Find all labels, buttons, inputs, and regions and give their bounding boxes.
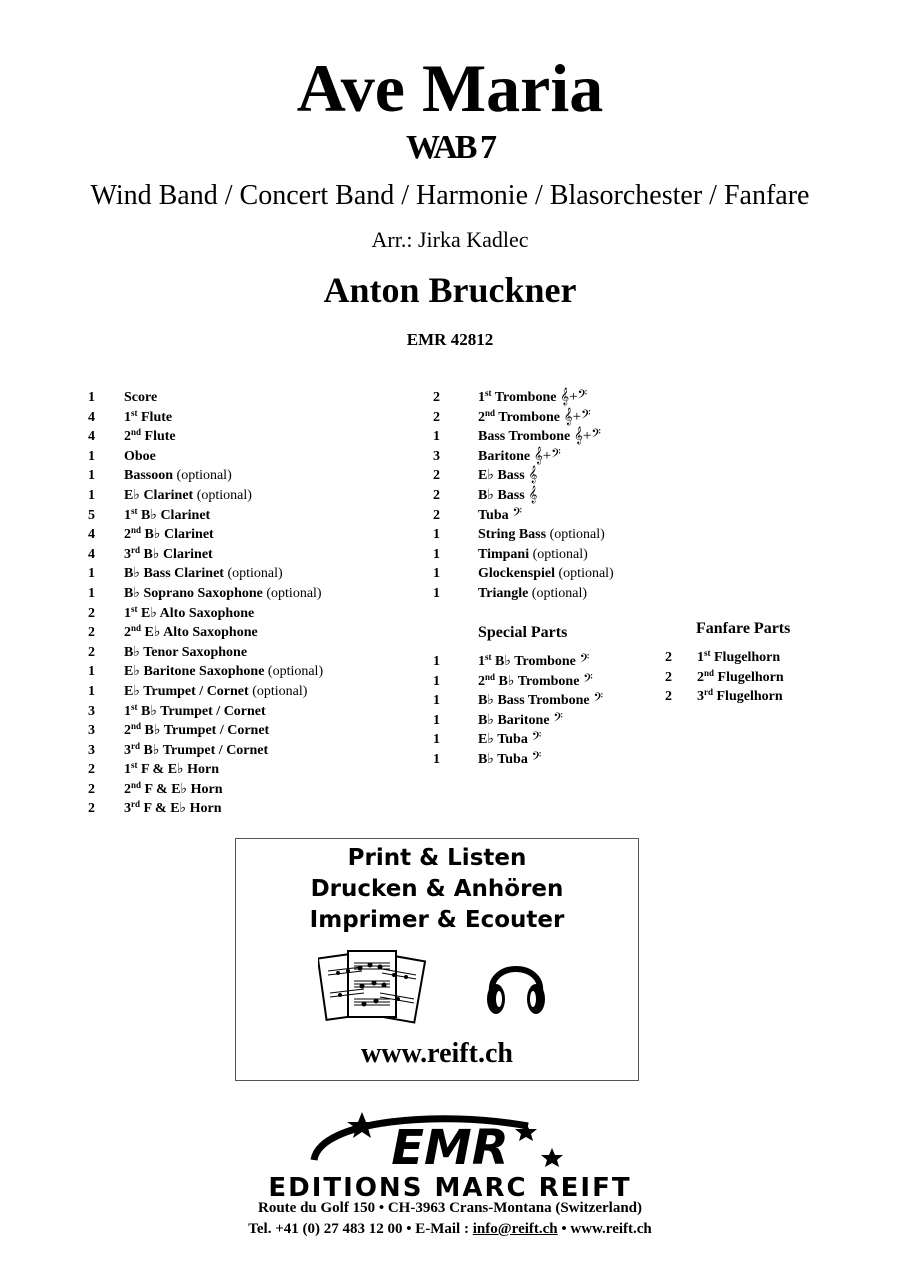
publisher-contact xyxy=(0,1219,900,1239)
part-name: 1st Flute xyxy=(124,407,173,425)
part-name: 2nd Flute xyxy=(124,427,176,445)
part-name: 2nd Trombone 𝄞+𝄢 xyxy=(478,407,591,425)
part-name: 1st F & E♭ Horn xyxy=(124,760,220,778)
part-name: Oboe xyxy=(124,448,156,464)
part-name: String Bass (optional) xyxy=(478,527,605,543)
part-name: Glockenspiel (optional) xyxy=(478,566,614,582)
promo-line-en: Print & Listen xyxy=(347,845,527,871)
part-row xyxy=(88,682,408,702)
part-row xyxy=(433,750,663,770)
part-quantity: 1 xyxy=(433,693,440,709)
part-name: 2nd B♭ Trombone 𝄢 xyxy=(478,671,593,689)
part-quantity: 4 xyxy=(88,527,95,543)
part-row xyxy=(88,662,408,682)
part-row xyxy=(665,668,865,688)
part-quantity: 2 xyxy=(665,669,672,685)
part-row xyxy=(433,466,663,486)
part-name: Triangle (optional) xyxy=(478,585,588,601)
part-quantity: 1 xyxy=(88,448,95,464)
emr-logo xyxy=(300,1108,600,1176)
optional-note: (optional) xyxy=(248,683,308,699)
part-row xyxy=(88,545,408,565)
part-row xyxy=(88,408,408,428)
part-row xyxy=(433,427,663,447)
website-text: • www.reift.ch xyxy=(557,1221,652,1237)
part-quantity: 1 xyxy=(433,751,440,767)
clef-icon: 𝄢 xyxy=(589,692,604,709)
optional-note: (optional) xyxy=(262,585,322,601)
part-quantity: 2 xyxy=(88,644,95,660)
part-name: 2nd B♭ Trumpet / Cornet xyxy=(124,721,270,739)
part-quantity: 2 xyxy=(88,801,95,817)
part-name: Timpani (optional) xyxy=(478,546,588,562)
part-name: E♭ Baritone Saxophone (optional) xyxy=(124,664,324,680)
sheet-music-icon xyxy=(318,947,428,1033)
part-row xyxy=(433,652,663,672)
part-quantity: 1 xyxy=(88,468,95,484)
part-name: E♭ Tuba 𝄢 xyxy=(478,731,542,748)
part-row xyxy=(88,780,408,800)
parts-list-left xyxy=(88,388,408,819)
part-quantity: 4 xyxy=(88,409,95,425)
part-name: Bassoon (optional) xyxy=(124,468,232,484)
clef-icon: 𝄞+𝄢 xyxy=(559,408,591,425)
catalog-number: EMR 42812 xyxy=(406,330,494,349)
part-name: 2nd Flugelhorn xyxy=(697,667,784,685)
part-quantity: 1 xyxy=(88,683,95,699)
part-row xyxy=(88,564,408,584)
part-row xyxy=(433,388,663,408)
part-row xyxy=(433,525,663,545)
part-row xyxy=(88,525,408,545)
part-name: 1st E♭ Alto Saxophone xyxy=(124,603,255,621)
composer: Anton Bruckner xyxy=(323,270,577,310)
part-quantity: 1 xyxy=(433,673,440,689)
optional-note: (optional) xyxy=(528,585,588,601)
part-name: Tuba 𝄢 xyxy=(478,506,523,523)
part-name: Baritone 𝄞+𝄢 xyxy=(478,447,561,464)
part-name: B♭ Tenor Saxophone xyxy=(124,644,248,660)
part-row xyxy=(88,427,408,447)
email-link[interactable]: info@reift.ch xyxy=(472,1221,558,1237)
part-name: Bass Trombone 𝄞+𝄢 xyxy=(478,428,601,445)
clef-icon: 𝄢 xyxy=(527,750,542,767)
optional-note: (optional) xyxy=(173,468,232,484)
part-name: 2nd F & E♭ Horn xyxy=(124,779,223,797)
part-row xyxy=(433,711,663,731)
part-name: 2nd B♭ Clarinet xyxy=(124,525,214,543)
part-row xyxy=(88,466,408,486)
optional-note: (optional) xyxy=(264,664,324,680)
part-name: 1st Flugelhorn xyxy=(697,648,781,665)
part-name: 1st B♭ Clarinet xyxy=(124,505,211,523)
part-quantity: 2 xyxy=(88,762,95,778)
part-name: E♭ Bass 𝄞 xyxy=(478,467,538,484)
fanfare-parts-heading: Fanfare Parts xyxy=(696,620,791,637)
part-quantity: 3 xyxy=(88,703,95,719)
part-quantity: 2 xyxy=(88,625,95,641)
part-row xyxy=(88,760,408,780)
optional-note: (optional) xyxy=(193,487,252,503)
part-name: B♭ Tuba 𝄢 xyxy=(478,750,542,767)
part-name: 2nd E♭ Alto Saxophone xyxy=(124,623,258,641)
part-quantity: 1 xyxy=(433,546,440,562)
publisher-address: Route du Golf 150 • CH-3963 Crans-Montana (Switzerland) xyxy=(258,1200,642,1216)
clef-icon: 𝄢 xyxy=(579,672,593,689)
part-row xyxy=(88,623,408,643)
part-row xyxy=(433,691,663,711)
part-quantity: 5 xyxy=(88,507,95,523)
part-row xyxy=(88,584,408,604)
part-quantity: 3 xyxy=(88,742,95,758)
part-row xyxy=(433,564,663,584)
headphones-icon xyxy=(484,949,548,1019)
part-quantity: 2 xyxy=(665,650,672,665)
part-row xyxy=(88,702,408,722)
part-quantity: 1 xyxy=(433,654,440,669)
promo-url: www.reift.ch xyxy=(361,1038,513,1069)
part-quantity: 2 xyxy=(88,781,95,797)
part-row xyxy=(433,447,663,467)
part-quantity: 2 xyxy=(433,507,440,523)
part-row xyxy=(665,687,865,707)
part-quantity: 1 xyxy=(88,566,95,582)
part-quantity: 1 xyxy=(433,566,440,582)
optional-note: (optional) xyxy=(529,546,588,562)
part-name: B♭ Baritone 𝄢 xyxy=(478,711,563,728)
optional-note: (optional) xyxy=(223,566,283,582)
clef-icon: 𝄢 xyxy=(508,506,523,523)
clef-icon: 𝄢 xyxy=(527,731,542,748)
part-row xyxy=(88,388,408,408)
special-parts-heading: Special Parts xyxy=(478,624,568,641)
clef-icon: 𝄞+𝄢 xyxy=(570,428,601,445)
part-name: 1st B♭ Trombone 𝄢 xyxy=(478,652,590,669)
print-listen-box xyxy=(235,838,639,1081)
part-name: 1st Trombone 𝄞+𝄢 xyxy=(478,388,588,405)
part-name: B♭ Bass Clarinet (optional) xyxy=(124,566,283,582)
part-row xyxy=(88,799,408,819)
title: Ave Maria xyxy=(296,50,604,126)
part-quantity: 2 xyxy=(665,689,672,705)
part-quantity: 1 xyxy=(433,527,440,543)
clef-icon: 𝄢 xyxy=(549,711,563,728)
part-quantity: 4 xyxy=(88,546,95,562)
part-name: 3rd F & E♭ Horn xyxy=(124,799,222,817)
clef-icon: 𝄞 xyxy=(524,486,538,503)
part-quantity: 2 xyxy=(433,390,440,405)
part-row xyxy=(433,584,663,604)
logo-text: EMR xyxy=(391,1120,509,1176)
publisher-name: EDITIONS MARC REIFT xyxy=(268,1173,632,1203)
part-name: 3rd B♭ Trumpet / Cornet xyxy=(124,740,269,758)
part-row xyxy=(88,506,408,526)
parts-list-right xyxy=(433,388,663,604)
clef-icon: 𝄞+𝄢 xyxy=(530,447,561,464)
promo-line-fr: Imprimer & Ecouter xyxy=(309,907,565,933)
part-row xyxy=(88,721,408,741)
part-quantity: 1 xyxy=(88,664,95,680)
part-row xyxy=(433,730,663,750)
fanfare-parts-list xyxy=(665,648,865,707)
part-row xyxy=(433,506,663,526)
subtitle: WAB 7 xyxy=(406,129,494,166)
part-row xyxy=(88,604,408,624)
part-name: 3rd Flugelhorn xyxy=(697,687,783,705)
part-row xyxy=(665,648,865,668)
part-quantity: 1 xyxy=(88,487,95,503)
promo-line-de: Drucken & Anhören xyxy=(310,876,564,902)
clef-icon: 𝄞 xyxy=(524,467,538,484)
part-name: E♭ Trumpet / Cornet (optional) xyxy=(124,683,308,699)
part-quantity: 3 xyxy=(433,448,440,464)
part-name: E♭ Clarinet (optional) xyxy=(124,487,252,503)
part-quantity: 1 xyxy=(88,585,95,601)
part-quantity: 2 xyxy=(433,468,440,484)
part-quantity: 4 xyxy=(88,429,95,445)
arranger: Arr.: Jirka Kadlec xyxy=(371,227,529,252)
part-name: B♭ Bass Trombone 𝄢 xyxy=(478,692,604,709)
part-row xyxy=(433,486,663,506)
ensemble: Wind Band / Concert Band / Harmonie / Blasorchester / Fanfare xyxy=(90,180,810,211)
part-row xyxy=(88,486,408,506)
part-quantity: 1 xyxy=(433,585,440,601)
part-quantity: 1 xyxy=(433,732,440,748)
part-name: 1st B♭ Trumpet / Cornet xyxy=(124,701,266,719)
part-quantity: 3 xyxy=(88,723,95,739)
part-name: 3rd B♭ Clarinet xyxy=(124,544,213,562)
part-name: B♭ Soprano Saxophone (optional) xyxy=(124,585,322,601)
part-quantity: 1 xyxy=(433,429,440,445)
clef-icon: 𝄞+𝄢 xyxy=(556,389,588,405)
optional-note: (optional) xyxy=(546,527,605,543)
part-name: B♭ Bass 𝄞 xyxy=(478,486,538,503)
part-row xyxy=(88,447,408,467)
part-quantity: 2 xyxy=(433,409,440,425)
part-row xyxy=(433,545,663,565)
part-quantity: 1 xyxy=(433,712,440,728)
part-quantity: 2 xyxy=(88,605,95,621)
optional-note: (optional) xyxy=(555,566,614,582)
part-row xyxy=(88,741,408,761)
part-quantity: 2 xyxy=(433,487,440,503)
special-parts-list xyxy=(433,652,663,770)
part-row xyxy=(433,408,663,428)
part-quantity: 1 xyxy=(88,390,95,405)
part-row xyxy=(88,643,408,663)
part-row xyxy=(433,672,663,692)
phone-text: Tel. +41 (0) 27 483 12 00 • E-Mail : xyxy=(248,1221,473,1237)
part-name: Score xyxy=(124,390,158,405)
clef-icon: 𝄢 xyxy=(575,653,590,669)
